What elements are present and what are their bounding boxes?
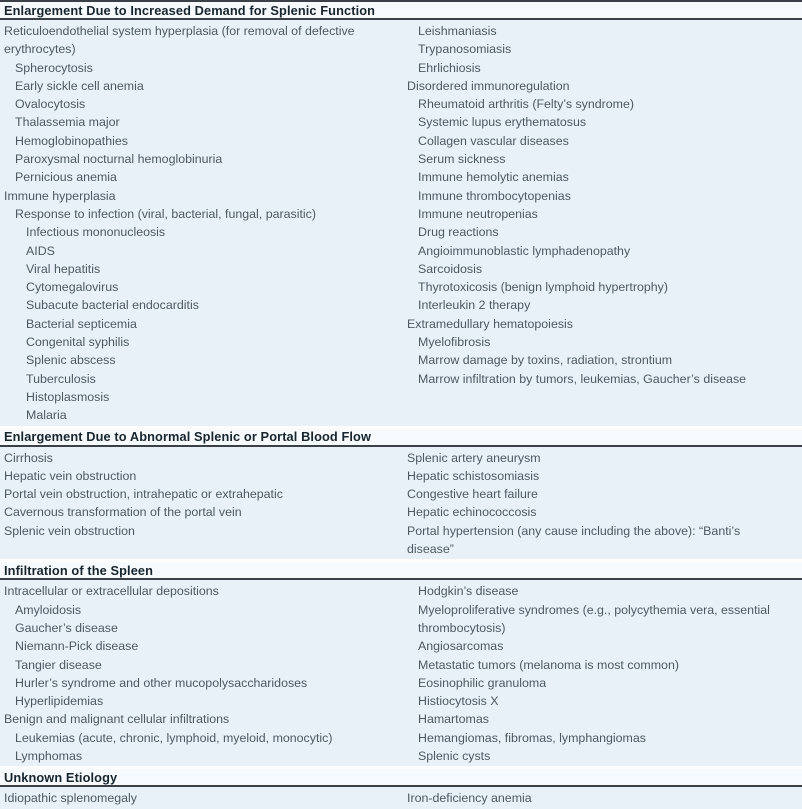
table-row: Collagen vascular diseases (418, 133, 569, 148)
table-section (0, 429, 802, 560)
table-row: Trypanosomiasis (418, 42, 512, 57)
table-row: Leishmaniasis (418, 24, 497, 38)
table-row: Myelofibrosis (418, 335, 491, 350)
table-row: Hepatic schistosomiasis (407, 468, 540, 483)
table-row: Early sickle cell anemia (15, 78, 144, 93)
table-row: Histiocytosis X (418, 694, 499, 709)
table-section (0, 562, 802, 766)
table-row: Cytomegalovirus (26, 280, 119, 295)
table-row: Congenital syphilis (26, 335, 130, 350)
table-row: Subacute bacterial endocarditis (26, 298, 199, 313)
table-row: Angiosarcomas (418, 639, 504, 654)
table-row: Spherocytosis (15, 60, 93, 75)
table-row: Ehrlichiosis (418, 60, 481, 75)
table-row: Lymphomas (15, 748, 83, 763)
table-row: Serum sickness (418, 152, 506, 167)
column-left (0, 22, 401, 425)
table-row: Portal hypertension (any cause including the above): “Banti’s disease” (407, 523, 741, 557)
table-row: Immune hyperplasia (4, 188, 116, 203)
table-row: Drug reactions (418, 225, 499, 240)
section-header: Enlargement Due to Abnormal Splenic or Portal Blood Flow (0, 429, 802, 447)
table-row: Splenic cysts (418, 748, 491, 763)
table-row: AIDS (26, 243, 55, 258)
table-row: Idiopathic splenomegaly (4, 791, 137, 806)
table-row: Benign and malignant cellular infiltrations (4, 712, 230, 727)
table-row: Hyperlipidemias (15, 694, 104, 709)
section-body (0, 787, 802, 808)
table-row: Interleukin 2 therapy (418, 298, 531, 313)
table-row: Leukemias (acute, chronic, lymphoid, myeloid, monocytic) (15, 730, 333, 745)
table-row: Extramedullary hematopoiesis (407, 316, 573, 331)
table-row: Immune hemolytic anemias (418, 170, 569, 185)
table-row: Hepatic vein obstruction (4, 468, 137, 483)
table-row: Immune neutropenias (418, 206, 538, 221)
column-right (401, 22, 802, 388)
column-right (401, 449, 802, 559)
table-row: Tuberculosis (26, 371, 96, 386)
table-row: Malaria (26, 408, 67, 423)
table-row: Hemangiomas, fibromas, lymphangiomas (418, 730, 646, 745)
table-row: Metastatic tumors (melanoma is most common) (418, 657, 679, 672)
table-row: Cirrhosis (4, 450, 53, 465)
table-row: Intracellular or extracellular depositions (4, 584, 219, 599)
table-row: Immune thrombocytopenias (418, 188, 571, 203)
table-row: Marrow infiltration by tumors, leukemias, Gaucher’s disease (418, 371, 747, 386)
table-row: Paroxysmal nocturnal hemoglobinuria (15, 152, 223, 167)
table-row: Splenic vein obstruction (4, 523, 135, 538)
table-row: Disordered immunoregulation (407, 78, 570, 93)
table-row: Pernicious anemia (15, 170, 117, 185)
table-row: Systemic lupus erythematosus (418, 115, 587, 130)
table-row: Hepatic echinococcosis (407, 505, 537, 520)
table-row: Thalassemia major (15, 115, 120, 130)
table-row: Tangier disease (15, 657, 102, 672)
table-row: Thyrotoxicosis (benign lymphoid hypertrophy) (418, 280, 668, 295)
table-row: Eosinophilic granuloma (418, 675, 547, 690)
table-row: Viral hepatitis (26, 261, 101, 276)
table-row: Gaucher’s disease (15, 620, 118, 635)
table-row: Splenic artery aneurysm (407, 450, 541, 465)
table-row: Marrow damage by toxins, radiation, strontium (418, 353, 673, 368)
table-row: Hurler’s syndrome and other mucopolysaccharidoses (15, 675, 308, 690)
table-section (0, 769, 802, 808)
table-row: Amyloidosis (15, 602, 82, 617)
table-row: Hemoglobinopathies (15, 133, 128, 148)
section-header: Unknown Etiology (0, 769, 802, 787)
table-row: Histoplasmosis (26, 389, 110, 404)
table-row: Cavernous transformation of the portal vein (4, 505, 242, 520)
table-row: Hamartomas (418, 712, 489, 727)
column-right (401, 789, 802, 807)
section-header: Enlargement Due to Increased Demand for Splenic Function (0, 2, 802, 20)
table-row: Angioimmunoblastic lymphadenopathy (418, 243, 631, 258)
table-row: Rheumatoid arthritis (Felty’s syndrome) (418, 97, 634, 112)
column-left (0, 789, 401, 807)
table-row: Infectious mononucleosis (26, 225, 166, 240)
table-row: Myeloproliferative syndromes (e.g., polycythemia vera, essential thrombocytosis) (418, 602, 770, 635)
column-left (0, 582, 401, 765)
table-row: Sarcoidosis (418, 261, 483, 276)
table-row: Response to infection (viral, bacterial, fungal, parasitic) (15, 206, 316, 221)
table-row: Bacterial septicemia (26, 316, 137, 331)
table-row: Congestive heart failure (407, 487, 538, 502)
table-row: Niemann-Pick disease (15, 639, 139, 654)
section-body (0, 447, 802, 560)
section-body (0, 580, 802, 766)
table-row: Portal vein obstruction, intrahepatic or extrahepatic (4, 487, 283, 502)
table-section (0, 2, 802, 426)
table-row: Ovalocytosis (15, 97, 86, 112)
table-row: Splenic abscess (26, 353, 116, 368)
table-row: Hodgkin’s disease (418, 584, 519, 599)
table-row: Reticuloendothelial system hyperplasia (for removal of defective erythrocytes) (4, 24, 355, 57)
section-header: Infiltration of the Spleen (0, 562, 802, 580)
column-left (0, 449, 401, 540)
table-row: Iron-deficiency anemia (407, 791, 532, 806)
section-body (0, 20, 802, 426)
column-right (401, 582, 802, 765)
